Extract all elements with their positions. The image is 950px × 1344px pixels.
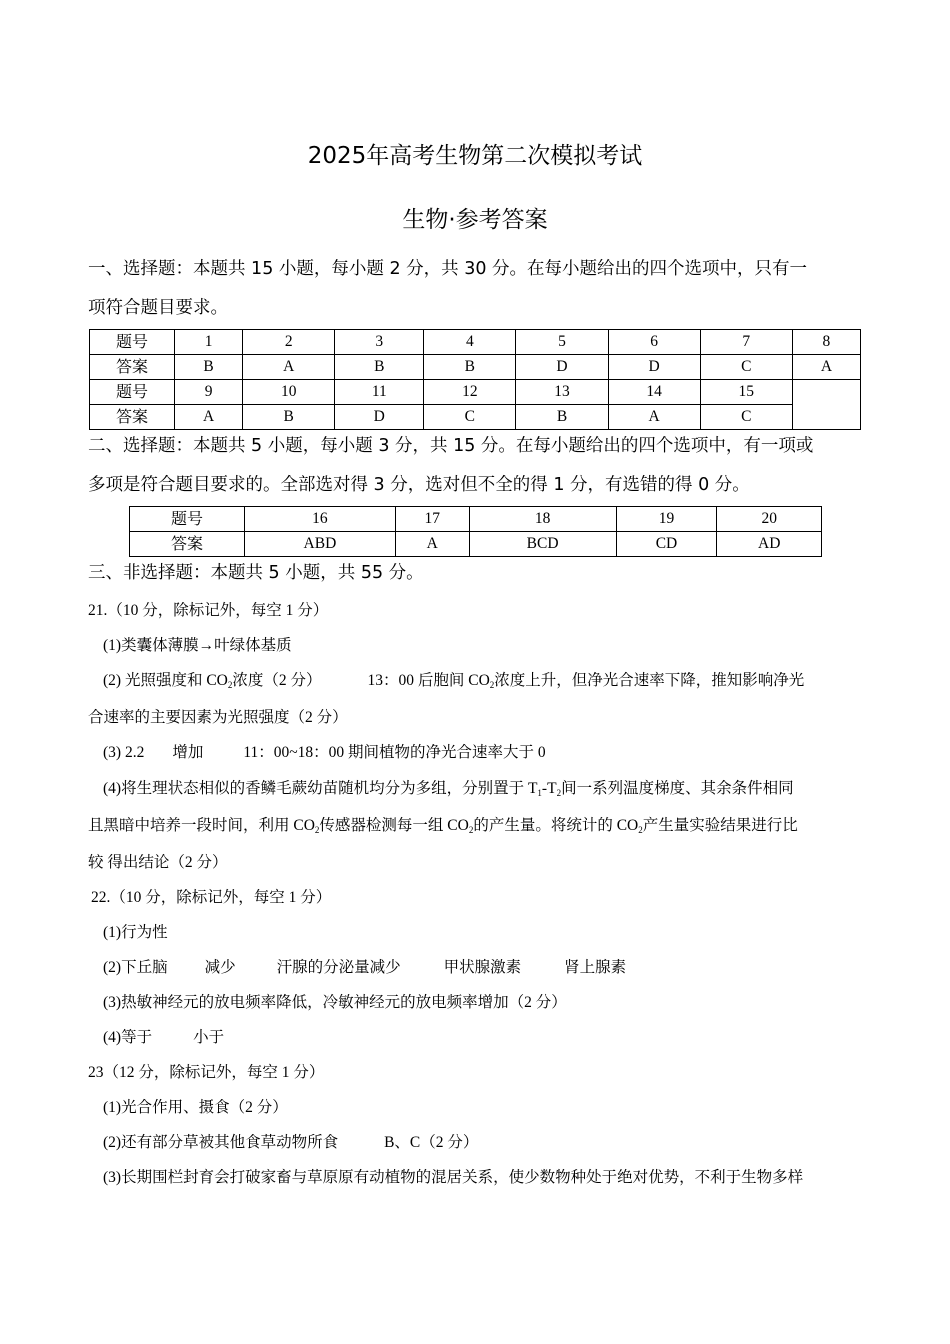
q23-answer-1: (1)光合作用、摄食（2 分） [103,1099,288,1116]
text: (2)下丘脑 [103,959,168,976]
text: (2)还有部分草被其他食草动物所食 [103,1134,339,1151]
question-number: 9 [175,380,243,405]
answer-cell: A [243,355,335,380]
text: (4)将生理状态相似的香鳞毛蕨幼苗随机均分为多组，分别置于 T [103,780,538,797]
question-number: 20 [717,507,822,532]
text: 减少 [204,959,236,976]
subscript: 2 [314,825,320,835]
empty-cell [792,380,860,430]
answer-cell: AD [717,532,822,557]
row-label: 答案 [130,532,245,557]
text: (2) 光照强度和 CO [103,672,228,689]
q23-answer-3: (3)长期围栏封育会打破家畜与草原原有动植物的混居关系，使少数物种处于绝对优势，不利于生物多样 [103,1169,804,1186]
text: 浓度（2 分） [232,672,322,689]
text: 汗腺的分泌量减少 [276,959,401,976]
text: 的产生量。将统计的 CO [473,817,639,834]
answer-cell: A [792,355,860,380]
answer-cell: A [175,405,243,430]
q22-answer-3: (3)热敏神经元的放电频率降低，冷敏神经元的放电频率增加（2 分） [103,994,567,1011]
text: (3) 2.2 [103,744,145,761]
page-subtitle: 生物·参考答案 [402,207,548,233]
subscript: 2 [638,825,643,835]
answer-cell: D [335,405,424,430]
answer-cell: B [243,405,335,430]
answer-cell: A [395,532,469,557]
answer-cell: B [424,355,516,380]
q21-answer-2 [103,668,883,690]
answer-cell: C [700,405,792,430]
question-number: 19 [616,507,717,532]
q23-heading: 23（12 分，除标记外，每空 1 分） [88,1064,325,1081]
row-label: 答案 [90,405,175,430]
text: 间一系列温度梯度、其余条件相同 [561,780,794,797]
section1-answer-table [89,329,861,430]
answer-cell: D [516,355,608,380]
answer-cell: D [608,355,700,380]
question-number: 18 [469,507,616,532]
answer-cell: CD [616,532,717,557]
q22-answer-2 [103,955,883,977]
subscript: 2 [468,825,474,835]
table-row [90,405,861,430]
answer-cell: C [700,355,792,380]
question-number: 11 [335,380,424,405]
question-number: 15 [700,380,792,405]
answer-cell: B [516,405,608,430]
q21-answer-2-cont: 合速率的主要因素为光照强度（2 分） [88,709,348,726]
subscript: 2 [556,788,562,798]
subscript: 2 [489,680,495,690]
question-number: 12 [424,380,516,405]
text: 传感器检测每一组 CO [319,817,469,834]
text: 且黑暗中培养一段时间，利用 CO [88,817,315,834]
q22-heading: 22.（10 分，除标记外，每空 1 分） [91,889,332,906]
question-number: 17 [395,507,469,532]
section1-heading-line1: 一、选择题：本题共 15 小题，每小题 2 分，共 30 分。在每小题给出的四个选项中，只有一 [88,259,808,279]
question-number: 10 [243,380,335,405]
section1-heading-line2: 项符合题目要求。 [88,298,228,318]
question-number: 5 [516,330,608,355]
page-title: 2025年高考生物第二次模拟考试 [307,143,643,169]
section2-heading [88,428,868,503]
q21-answer-4-cont [88,813,868,835]
question-number: 8 [792,330,860,355]
row-label: 题号 [130,507,245,532]
text: 浓度上升，但净光合速率下降，推知影响净光 [494,672,805,689]
q21-answer-1: (1)类囊体薄膜→叶绿体基质 [103,637,292,654]
table-row [130,507,822,532]
table-row [90,380,861,405]
question-number: 3 [335,330,424,355]
answer-cell: B [175,355,243,380]
section1-heading [88,251,868,326]
q22-answer-1: (1)行为性 [103,924,168,941]
question-number: 16 [245,507,396,532]
text: 13：00 后胞间 CO [367,672,490,689]
text: 11：00~18：00 期间植物的净光合速率大于 0 [243,744,546,761]
subscript: 2 [227,680,233,690]
question-number: 6 [608,330,700,355]
question-number: 7 [700,330,792,355]
question-number: 14 [608,380,700,405]
answer-cell: A [608,405,700,430]
text: (4)等于 [103,1029,153,1046]
text: 小于 [193,1029,225,1046]
section2-answer-table [129,506,822,557]
answer-cell: B [335,355,424,380]
answer-cell: C [424,405,516,430]
section2-heading-line2: 多项是符合题目要求的。全部选对得 3 分，选对但不全的得 1 分，有选错的得 0 分。 [88,475,750,495]
question-number: 13 [516,380,608,405]
q23-answer-2 [103,1130,883,1152]
section2-heading-line1: 二、选择题：本题共 5 小题，每小题 3 分，共 15 分。在每小题给出的四个选项中，有一项或 [88,436,814,456]
subscript: 1 [537,788,542,798]
answer-cell: ABD [245,532,396,557]
q21-heading: 21.（10 分，除标记外，每空 1 分） [88,602,329,619]
row-label: 题号 [90,380,175,405]
q21-answer-3 [103,740,883,762]
text: -T [541,780,557,797]
row-label: 题号 [90,330,175,355]
q22-answer-4 [103,1025,883,1047]
text: B、C（2 分） [384,1134,479,1151]
table-row [90,330,861,355]
q21-answer-4-end: 较 得出结论（2 分） [88,854,228,871]
section3-heading: 三、非选择题：本题共 5 小题，共 55 分。 [88,563,424,583]
text: 产生量实验结果进行比 [642,817,798,834]
question-number: 2 [243,330,335,355]
table-row [130,532,822,557]
row-label: 答案 [90,355,175,380]
question-number: 4 [424,330,516,355]
answer-cell: BCD [469,532,616,557]
question-number: 1 [175,330,243,355]
text: 增加 [172,744,204,761]
table-row [90,355,861,380]
text: 肾上腺素 [564,959,627,976]
text: 甲状腺激素 [443,959,522,976]
q21-answer-4 [103,776,883,798]
